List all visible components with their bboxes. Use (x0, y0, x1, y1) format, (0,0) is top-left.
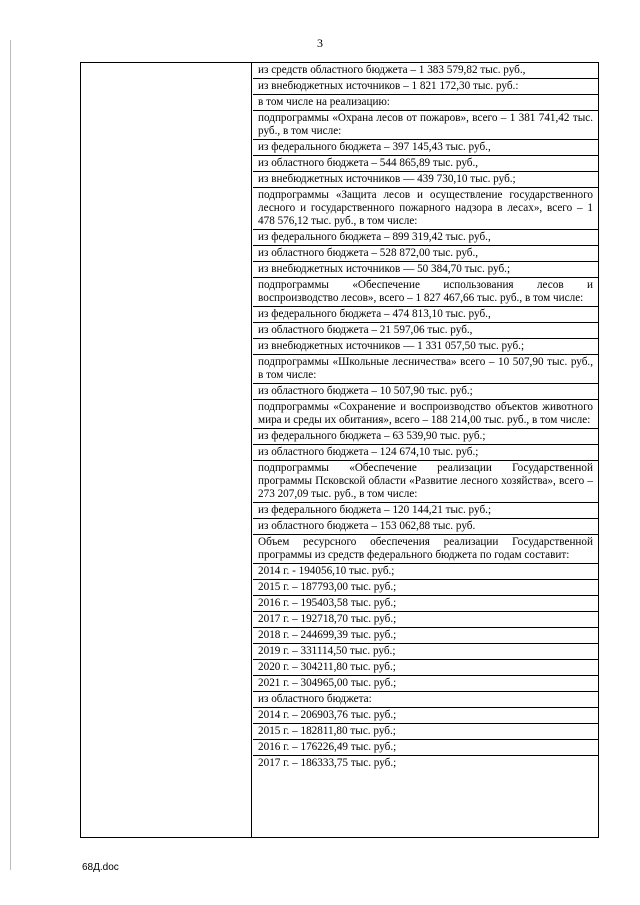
table-row: из федерального бюджета – 397 145,43 тыс. руб., (253, 140, 598, 156)
table-row: 2015 г. – 187793,00 тыс. руб.; (253, 580, 598, 596)
table-row: из областного бюджета – 10 507,90 тыс. руб.; (253, 384, 598, 400)
table-row: 2019 г. – 331114,50 тыс. руб.; (253, 644, 598, 660)
table-row: 2021 г. – 304965,00 тыс. руб.; (253, 676, 598, 692)
table-row: в том числе на реализацию: (253, 95, 598, 111)
table-row: подпрограммы «Школьные лесничества» всего – 10 507,90 тыс. руб., в том числе: (253, 355, 598, 384)
table-row: из областного бюджета: (253, 692, 598, 708)
table-row: из областного бюджета – 21 597,06 тыс. руб., (253, 323, 598, 339)
table-row: из внебюджетных источников — 1 331 057,50 тыс. руб.; (253, 339, 598, 355)
table-row: 2014 г. – 206903,76 тыс. руб.; (253, 708, 598, 724)
scan-margin-line (10, 40, 11, 870)
table-row: 2014 г. - 194056,10 тыс. руб.; (253, 564, 598, 580)
table-right-column (253, 63, 598, 837)
table-row: 2017 г. – 192718,70 тыс. руб.; (253, 612, 598, 628)
table-row: из областного бюджета – 528 872,00 тыс. руб., (253, 246, 598, 262)
table-row: из федерального бюджета – 474 813,10 тыс. руб., (253, 307, 598, 323)
table-row: 2016 г. – 176226,49 тыс. руб.; (253, 740, 598, 756)
table-row: из средств областного бюджета – 1 383 579,82 тыс. руб., (253, 63, 598, 79)
table-row: из областного бюджета – 124 674,10 тыс. руб.; (253, 445, 598, 461)
table-row: подпрограммы «Сохранение и воспроизводство объектов животного мира и среды их обитания», всего – 188 214,00 тыс. руб., в том числе: (253, 400, 598, 429)
table-row: из федерального бюджета – 120 144,21 тыс. руб.; (253, 503, 598, 519)
table-row: 2020 г. – 304211,80 тыс. руб.; (253, 660, 598, 676)
table-row: из федерального бюджета – 63 539,90 тыс. руб.; (253, 429, 598, 445)
table-row: из внебюджетных источников — 439 730,10 тыс. руб.; (253, 172, 598, 188)
table-row: подпрограммы «Защита лесов и осуществление государственного лесного и государственного пожарного надзора в лесах», всего – 1 478 576,12 тыс. руб., в том числе: (253, 188, 598, 230)
table-row: подпрограммы «Охрана лесов от пожаров», всего – 1 381 741,42 тыс. руб., в том числе: (253, 111, 598, 140)
content-table (80, 62, 599, 838)
table-row: из федерального бюджета – 899 319,42 тыс. руб., (253, 230, 598, 246)
table-row: подпрограммы «Обеспечение реализации Государственной программы Псковской области «Развитие лесного хозяйства», всего – 273 207,09 тыс. руб., в том числе: (253, 461, 598, 503)
table-row: из областного бюджета – 544 865,89 тыс. руб., (253, 156, 598, 172)
table-row: Объем ресурсного обеспечения реализации Государственной программы из средств федерального бюджета по годам составит: (253, 535, 598, 564)
table-left-column (81, 63, 252, 837)
table-row: 2018 г. – 244699,39 тыс. руб.; (253, 628, 598, 644)
table-row: из внебюджетных источников – 1 821 172,30 тыс. руб.: (253, 79, 598, 95)
table-row: 2015 г. – 182811,80 тыс. руб.; (253, 724, 598, 740)
table-row: подпрограммы «Обеспечение использования лесов и воспроизводство лесов», всего – 1 827 467,66 тыс. руб., в том числе: (253, 278, 598, 307)
table-row: 2016 г. – 195403,58 тыс. руб.; (253, 596, 598, 612)
table-row: из внебюджетных источников — 50 384,70 тыс. руб.; (253, 262, 598, 278)
table-row: 2017 г. – 186333,75 тыс. руб.; (258, 757, 397, 769)
table-row: из областного бюджета – 153 062,88 тыс. руб. (253, 519, 598, 535)
footer-filename: 68Д.doc (82, 862, 119, 873)
page-number: 3 (317, 36, 323, 50)
